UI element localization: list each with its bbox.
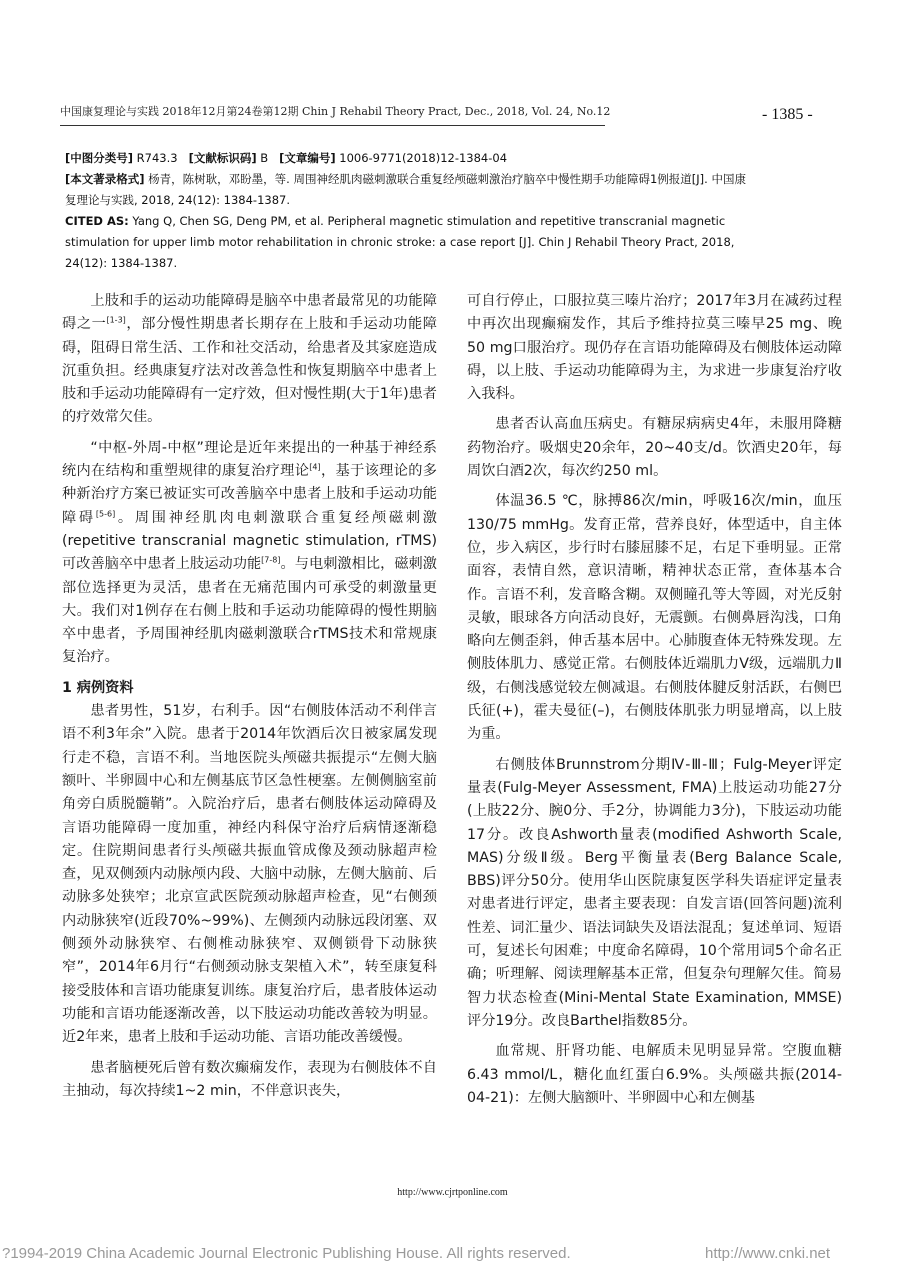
citation-ref: [1-3]	[106, 315, 126, 325]
intro-paragraph-2: “中枢-外周-中枢”理论是近年来提出的一种基于神经系统内在结构和重塑规律的康复治疗理论[4]，基于该理论的多种新治疗方案已被证实可改善脑卒中患者上肢和手运动功能障碍[5-6]。周围神经肌肉电刺激联合重复经颅磁刺激(repetitive transcranial magnetic stimulation, rTMS)可改善脑卒中患者上肢运动功能[7-8]。与电刺激相比，磁刺激部位选择更为灵活，患者在无痛范围内可承受的刺激量更大。我们对1例存在右侧上肢和手运动功能障碍的慢性期脑卒中患者，予周围神经肌肉磁刺激联合rTMS技术和常规康复治疗。	[62, 439, 437, 666]
cited-as-value: Yang Q, Chen SG, Deng PM, et al. Peripheral magnetic stimulation and repetitive transcranial magnetic stimulation for upper limb motor rehabilitation in chronic stroke: a case report [J]. Chin J Rehabil Theory Pract, 2018, 24(12): 1384-1387.	[65, 214, 735, 270]
citation-ref: [5-6]	[95, 508, 116, 518]
article-number-label: [文章编号]	[279, 151, 336, 165]
article-number-value: 1006-9771(2018)12-1384-04	[339, 151, 508, 165]
cited-as-en	[65, 211, 755, 274]
citation-cn-label: [本文著录格式]	[65, 172, 145, 186]
intro-paragraph-1: 上肢和手的运动功能障碍是脑卒中患者最常见的功能障碍之一[1-3]，部分慢性期患者长期存在上肢和手运动功能障碍，阻碍日常生活、工作和社交活动，给患者及其家庭造成沉重负担。经典康复疗法对改善急性和恢复期脑卒中患者上肢和手运动功能障碍有一定疗效，但对慢性期(大于1年)患者的疗效常欠佳。	[62, 293, 437, 426]
case-paragraph-continued: 可自行停止，口服拉莫三嗪片治疗；2017年3月在减药过程中再次出现癫痫发作，其后予维持拉莫三嗪早25 mg、晚50 mg口服治疗。现仍存在言语功能障碍及右侧肢体运动障碍，以上肢、手运动功能障碍为主，为求进一步康复治疗收入我科。	[467, 293, 842, 403]
header-rule	[60, 125, 605, 126]
copyright-watermark: ?1994-2019 China Academic Journal Electronic Publishing House. All rights reserved.	[2, 1245, 571, 1262]
doc-code-value: B	[260, 151, 269, 165]
citation-format-cn	[65, 169, 755, 211]
section-heading: 1 病例资料	[62, 679, 134, 696]
case-paragraph-1: 患者男性，51岁，右利手。因“右侧肢体活动不利伴言语不利3年余”入院。患者于2014年饮酒后次日被家属发现行走不稳，言语不利。当地医院头颅磁共振提示“左侧大脑额叶、半卵圆中心和左侧基底节区急性梗塞。左侧侧脑室前角旁白质脱髓鞘”。入院治疗后，患者右侧肢体运动障碍及言语功能障碍一度加重，神经内科保守治疗后病情逐渐稳定。住院期间患者行头颅磁共振血管成像及颈动脉超声检查，见双侧颈内动脉颅内段、大脑中动脉，左侧大脑前、后动脉多处狭窄；北京宣武医院颈动脉超声检查，见“右侧颈内动脉狭窄(近段70%~99%)、左侧颈内动脉远段闭塞、双侧颈外动脉狭窄、右侧椎动脉狭窄、双侧锁骨下动脉狭窄”，2014年6月行“右侧颈动脉支架植入术”，转至康复科接受肢体和言语功能康复训练。康复治疗后，患者肢体运动功能和言语功能逐渐改善，以下肢运动功能改善较为明显。近2年来，患者上肢和手运动功能、言语功能改善缓慢。	[62, 703, 437, 1046]
citation-cn-value: 杨青，陈树耿，邓盼墨，等. 周围神经肌肉磁刺激联合重复经颅磁刺激治疗脑卒中慢性期手功能障碍1例报道[J]. 中国康复理论与实践, 2018, 24(12): 1384-1387.	[65, 172, 746, 207]
assessment-paragraph: 右侧肢体Brunnstrom分期Ⅳ-Ⅲ-Ⅲ；Fulg-Meyer评定量表(Fulg-Meyer Assessment, FMA)上肢运动功能27分(上肢22分、腕0分、手2分，协调能力3分)，下肢运动功能17分。改良Ashworth量表(modified Ashworth Scale, MAS)分级Ⅱ级。Berg平衡量表(Berg Balance Scale, BBS)评分50分。使用华山医院康复医学科失语症评定量表对患者进行评定，患者主要表现：自发言语(回答问题)流利性差、词汇量少、语法词缺失及语法混乱；复述单词、短语可，复述长句困难；中度命名障碍，10个常用词5个命名正确；听理解、阅读理解基本正常，但复杂句理解欠佳。简易智力状态检查(Mini-Mental State Examination, MMSE)评分19分。改良Barthel指数85分。	[467, 756, 842, 1029]
running-header: 中国康复理论与实践 2018年12月第24卷第12期 Chin J Rehabil Theory Pract, Dec., 2018, Vol. 24, No.12	[60, 105, 611, 118]
case-paragraph-2: 患者脑梗死后曾有数次癫痫发作，表现为右侧肢体不自主抽动，每次持续1~2 min，不伴意识丧失，	[62, 1059, 437, 1099]
page-number: - 1385 -	[762, 106, 813, 123]
clc-label: [中图分类号]	[65, 151, 134, 165]
cited-as-label: CITED AS:	[65, 214, 129, 228]
right-column	[467, 290, 842, 1117]
citation-ref: [4]	[309, 462, 321, 472]
doc-code-label: [文献标识码]	[188, 151, 257, 165]
clc-value: R743.3	[136, 151, 178, 165]
exam-paragraph: 体温36.5 ℃，脉搏86次/min，呼吸16次/min，血压130/75 mmHg。发育正常，营养良好，体型适中，自主体位，步入病区，步行时右膝屈膝不足，右足下垂明显。正常面容，表情自然，意识清晰，精神状态正常，查体基本合作。言语不利，发音略含糊。双侧瞳孔等大等圆，对光反射灵敏，眼球各方向活动良好，无震颤。右侧鼻唇沟浅，口角略向左侧歪斜，伸舌基本居中。心肺腹查体无特殊发现。左侧肢体肌力、感觉正常。右侧肢体近端肌力Ⅴ级，远端肌力Ⅱ级，右侧浅感觉较左侧减退。右侧肢体腱反射活跃，右侧巴氏征(+)，霍夫曼征(–)，右侧肢体肌张力明显增高，以上肢为重。	[467, 493, 842, 743]
history-paragraph: 患者否认高血压病史。有糖尿病病史4年，未服用降糖药物治疗。吸烟史20余年，20~40支/d。饮酒史20年，每周饮白酒2次，每次约250 ml。	[467, 416, 842, 480]
classification-line	[65, 148, 755, 169]
lab-paragraph: 血常规、肝肾功能、电解质未见明显异常。空腹血糖6.43 mmol/L，糖化血红蛋白6.9%。头颅磁共振(2014-04-21)：左侧大脑额叶、半卵圆中心和左侧基	[467, 1043, 842, 1106]
cnki-link[interactable]: http://www.cnki.net	[705, 1245, 831, 1262]
footer-url: http://www.cjrtponline.com	[397, 1187, 508, 1198]
citation-ref: [7-8]	[261, 555, 281, 565]
left-column	[62, 290, 437, 1110]
